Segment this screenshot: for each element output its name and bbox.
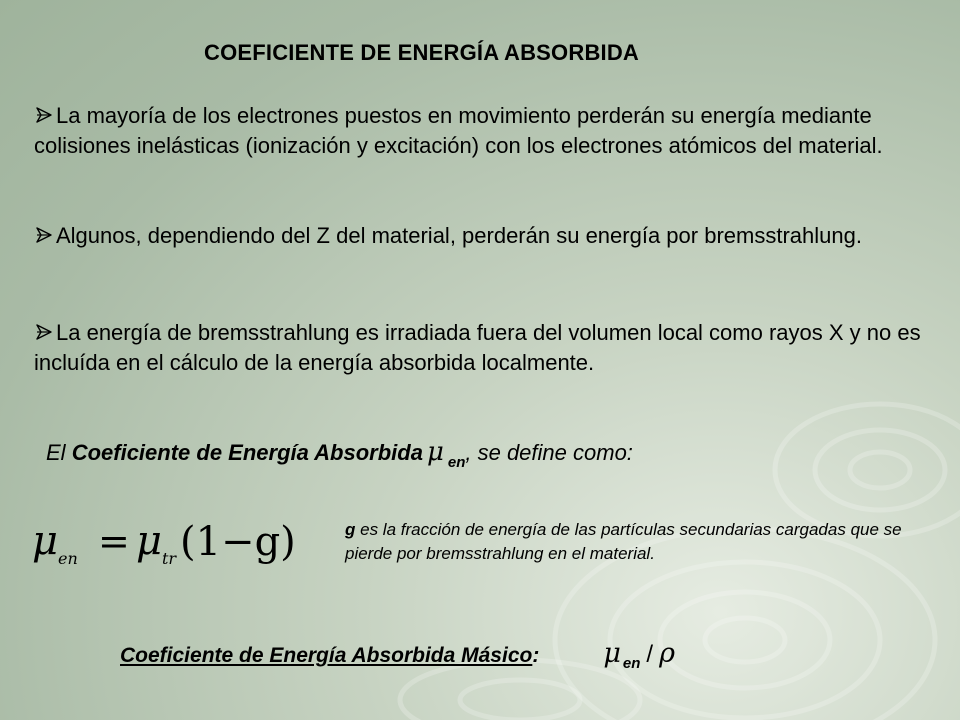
bullet-text-3: La energía de bremsstrahlung es irradiada fuera del volumen local como rayos X y no es incluída en el cálculo de la energía absorbida localmente. <box>34 320 921 375</box>
equation-rhs-symbol: μ <box>136 518 162 564</box>
equation-lhs-subscript: en <box>58 549 78 568</box>
slide-title: COEFICIENTE DE ENERGÍA ABSORBIDA <box>204 40 640 65</box>
bullet-paragraph-2 <box>34 221 934 251</box>
mass-coefficient-colon: : <box>532 644 540 667</box>
mass-mu-subscript: en <box>622 655 641 672</box>
mass-slash: / <box>646 641 654 668</box>
bullet-text-1: La mayoría de los electrones puestos en movimiento perderán su energía mediante colisiones inelásticas (ionización y excitación) con los electrones atómicos del material. <box>34 103 883 158</box>
mass-mu-symbol: μ <box>603 638 621 669</box>
arrow-bullet-icon <box>34 106 54 124</box>
absorbed-energy-equation <box>30 512 300 572</box>
equation-factor: (1−g) <box>180 519 296 565</box>
g-definition-note <box>345 518 935 566</box>
definition-prefix: El <box>46 440 72 465</box>
mass-coefficient-label: Coeficiente de Energía Absorbida Másico <box>120 644 533 667</box>
bullet-text-2: Algunos, dependiendo del Z del material, perderán su energía por bremsstrahlung. <box>56 223 862 248</box>
definition-line <box>46 437 633 471</box>
mu-subscript: en <box>447 454 466 471</box>
bullet-paragraph-1 <box>34 101 934 161</box>
arrow-bullet-icon <box>34 323 54 341</box>
definition-term: Coeficiente de Energía Absorbida <box>71 440 423 465</box>
g-variable: g <box>345 520 356 539</box>
equation-rhs-subscript: tr <box>162 549 177 568</box>
equation-lhs-symbol: μ <box>32 518 58 564</box>
arrow-bullet-icon <box>34 226 54 244</box>
bullet-paragraph-3 <box>34 318 934 378</box>
definition-suffix: , se define como: <box>465 440 633 465</box>
mass-coefficient-line <box>120 638 677 672</box>
equation-equals: = <box>98 519 130 563</box>
rho-symbol: ρ <box>659 638 675 669</box>
mu-symbol: μ <box>426 437 444 467</box>
g-note-text: es la fracción de energía de las partículas secundarias cargadas que se pierde por bremsstrahlung en el material. <box>345 520 902 563</box>
